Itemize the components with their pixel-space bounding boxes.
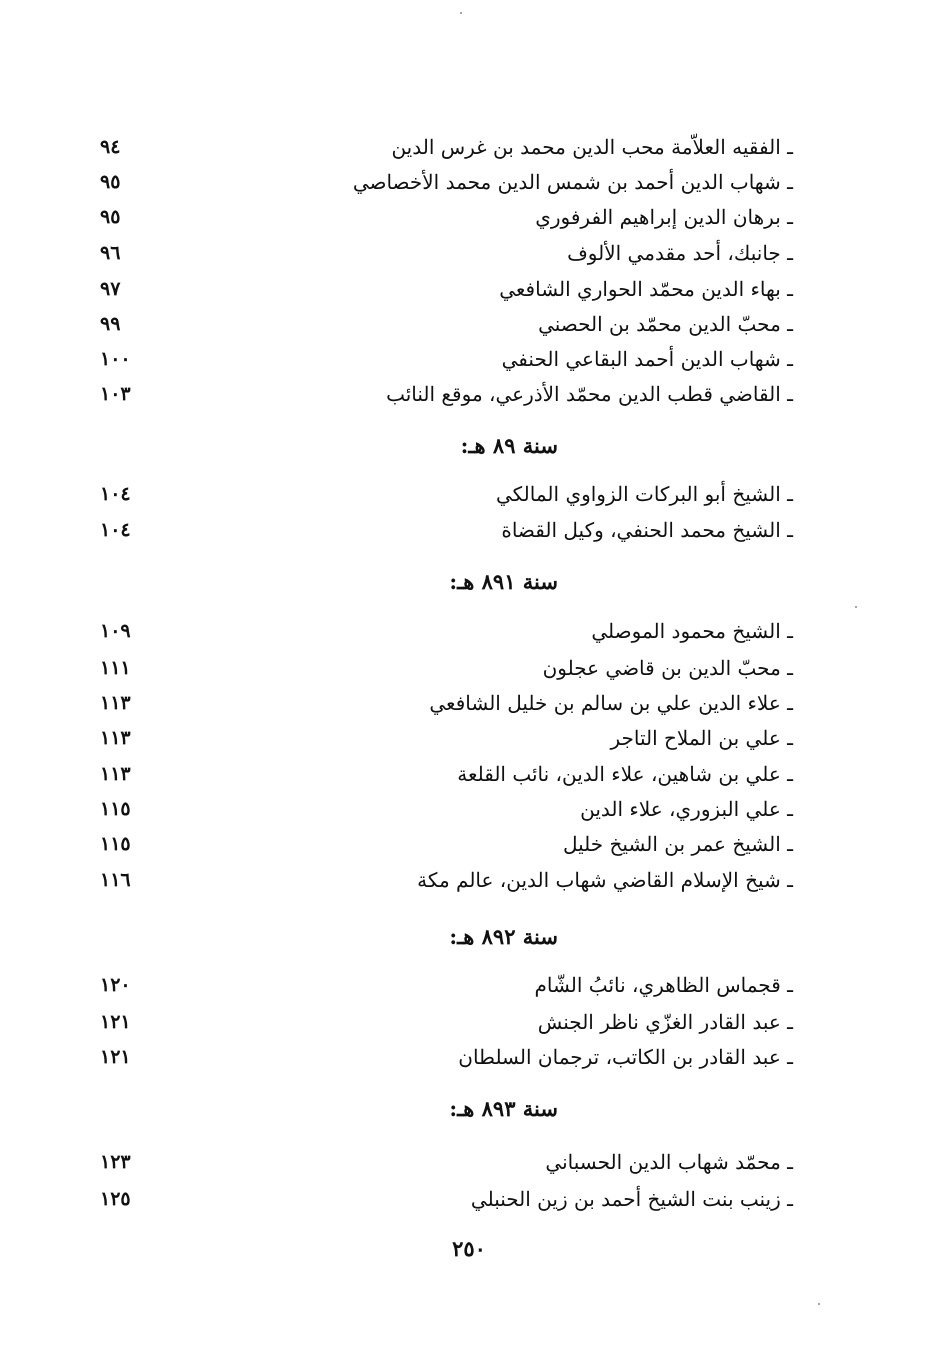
entry-name: ـ عبد القادر الغزّي ناظر الجنش xyxy=(537,1010,793,1034)
year-heading: سنة ٨٩١ هـ: xyxy=(449,569,558,594)
entry-name: ـ محبّ الدين بن قاضي عجلون xyxy=(542,656,793,680)
entry-page-number: ٩٧ xyxy=(100,278,121,300)
entry-name: ـ عبد القادر بن الكاتب، ترجمان السلطان xyxy=(458,1045,793,1069)
index-entry xyxy=(0,376,938,412)
entry-name: ـ الشيخ محمد الحنفي، وكيل القضاة xyxy=(501,518,793,542)
index-entry xyxy=(0,512,938,548)
entry-name: ـ قجماس الظاهري، نائبُ الشّام xyxy=(534,973,793,997)
index-entry xyxy=(0,129,938,165)
entry-page-number: ١٢٣ xyxy=(100,1151,131,1173)
index-entry xyxy=(0,650,938,686)
index-entry xyxy=(0,1004,938,1040)
index-entry xyxy=(0,613,938,649)
entry-page-number: ١٠٤ xyxy=(100,483,131,505)
entry-page-number: ١٢١ xyxy=(100,1011,131,1033)
entry-page-number: ٩٥ xyxy=(100,171,121,193)
entry-page-number: ١١١ xyxy=(100,657,131,679)
entry-name: ـ برهان الدين إبراهيم الفرفوري xyxy=(535,205,793,229)
entry-page-number: ١٢١ xyxy=(100,1046,131,1068)
entry-page-number: ١١٣ xyxy=(100,727,131,749)
index-entry xyxy=(0,967,938,1003)
entry-page-number: ١٢٥ xyxy=(100,1188,131,1210)
entry-name: ـ محمّد شهاب الدين الحسباني xyxy=(545,1150,793,1174)
entry-name: ـ محبّ الدين محمّد بن الحصني xyxy=(538,312,793,336)
index-entry xyxy=(0,756,938,792)
entry-name: ـ علي بن الملاح التاجر xyxy=(610,726,793,750)
entry-name: ـ شهاب الدين أحمد بن شمس الدين محمد الأخصاصي xyxy=(352,170,793,194)
entry-name: ـ علي البزوري، علاء الدين xyxy=(580,797,793,821)
scan-speck xyxy=(818,1303,820,1305)
entry-name: ـ شيخ الإسلام القاضي شهاب الدين، عالم مكة xyxy=(417,868,793,892)
index-entry xyxy=(0,199,938,235)
page-number: ٢٥٠ xyxy=(452,1236,486,1261)
index-entry xyxy=(0,1039,938,1075)
entry-name: ـ علاء الدين علي بن سالم بن خليل الشافعي xyxy=(429,691,793,715)
entry-name: ـ القاضي قطب الدين محمّد الأذرعي، موقع النائب xyxy=(386,382,793,406)
scan-speck xyxy=(460,12,462,14)
entry-page-number: ١١٥ xyxy=(100,833,131,855)
entry-page-number: ١٠٣ xyxy=(100,383,131,405)
entry-name: ـ شهاب الدين أحمد البقاعي الحنفي xyxy=(501,347,793,371)
entry-name: ـ الشيخ أبو البركات الزواوي المالكي xyxy=(495,482,793,506)
year-heading: سنة ٨٩٢ هـ: xyxy=(449,924,558,949)
entry-name: ـ علي بن شاهين، علاء الدين، نائب القلعة xyxy=(457,762,793,786)
entry-name: ـ جانبك، أحد مقدمي الألوف xyxy=(567,241,793,265)
index-entry xyxy=(0,1144,938,1180)
index-entry xyxy=(0,1181,938,1217)
index-entry xyxy=(0,791,938,827)
entry-page-number: ١١٥ xyxy=(100,798,131,820)
entry-page-number: ١٠٠ xyxy=(100,348,131,370)
entry-page-number: ٩٩ xyxy=(100,313,121,335)
entry-page-number: ٩٤ xyxy=(100,136,121,158)
entry-page-number: ٩٥ xyxy=(100,206,121,228)
entry-name: ـ زينب بنت الشيخ أحمد بن زين الحنبلي xyxy=(470,1187,793,1211)
index-entry xyxy=(0,164,938,200)
entry-name: ـ الفقيه العلاّمة محب الدين محمد بن غرس الدين xyxy=(391,135,793,159)
index-entry xyxy=(0,862,938,898)
entry-page-number: ١١٣ xyxy=(100,763,131,785)
index-entry xyxy=(0,685,938,721)
index-entry xyxy=(0,306,938,342)
entry-name: ـ الشيخ عمر بن الشيخ خليل xyxy=(562,832,793,856)
index-entry xyxy=(0,720,938,756)
entry-page-number: ١٠٤ xyxy=(100,519,131,541)
entry-name: ـ بهاء الدين محمّد الحواري الشافعي xyxy=(499,277,793,301)
scan-speck xyxy=(855,606,857,608)
index-entry xyxy=(0,341,938,377)
index-entry xyxy=(0,235,938,271)
entry-page-number: ١١٦ xyxy=(100,869,131,891)
index-entry xyxy=(0,476,938,512)
entry-page-number: ١١٣ xyxy=(100,692,131,714)
index-entry xyxy=(0,271,938,307)
entry-page-number: ١٠٩ xyxy=(100,620,131,642)
year-heading: سنة ٨٩٣ هـ: xyxy=(449,1096,558,1121)
index-entry xyxy=(0,826,938,862)
year-heading: سنة ٨٩ هـ: xyxy=(460,433,558,458)
entry-name: ـ الشيخ محمود الموصلي xyxy=(591,619,793,643)
entry-page-number: ١٢٠ xyxy=(100,974,131,996)
entry-page-number: ٩٦ xyxy=(100,242,121,264)
